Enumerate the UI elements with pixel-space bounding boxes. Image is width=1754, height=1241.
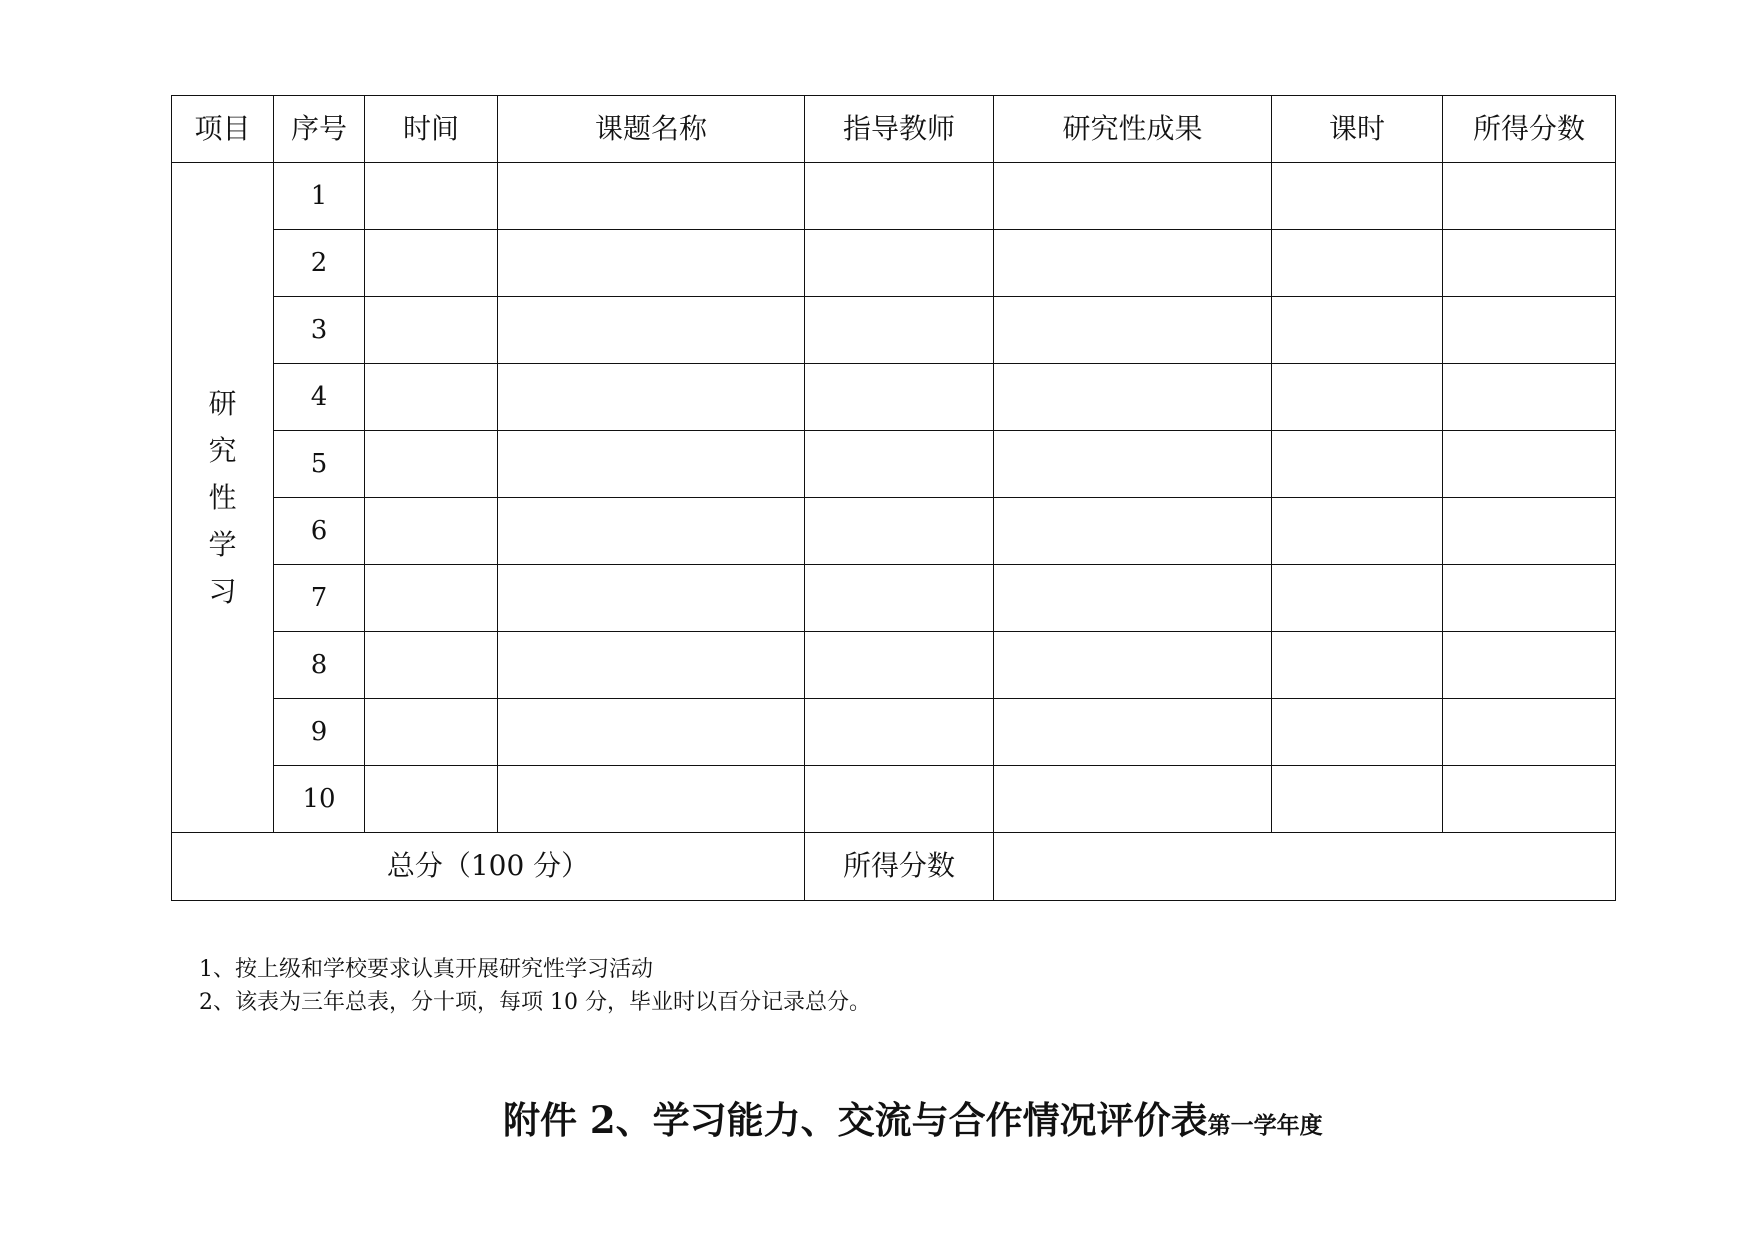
- note-item: 2、该表为三年总表，分十项，每项 10 分，毕业时以百分记录总分。: [199, 990, 871, 1015]
- cell-topic[interactable]: [498, 230, 805, 297]
- cell-time[interactable]: [365, 565, 498, 632]
- header-results: 研究性成果: [994, 96, 1272, 163]
- table-row: [172, 498, 1616, 565]
- cell-hours[interactable]: [1272, 431, 1443, 498]
- header-row: [172, 96, 1616, 163]
- row-index: 9: [274, 699, 365, 766]
- cell-results[interactable]: [994, 766, 1272, 833]
- cell-results[interactable]: [994, 498, 1272, 565]
- row-index: 10: [274, 766, 365, 833]
- annex-subtitle: 第一学年度: [1207, 1112, 1323, 1139]
- annex-title: 附件 2、学习能力、交流与合作情况评价表: [503, 1098, 1208, 1142]
- cell-hours[interactable]: [1272, 364, 1443, 431]
- cell-score[interactable]: [1443, 364, 1616, 431]
- row-index: 4: [274, 364, 365, 431]
- cell-advisor[interactable]: [805, 498, 994, 565]
- header-project: 项目: [172, 96, 274, 163]
- row-index: 6: [274, 498, 365, 565]
- cell-score[interactable]: [1443, 230, 1616, 297]
- cell-advisor[interactable]: [805, 230, 994, 297]
- cell-score[interactable]: [1443, 766, 1616, 833]
- header-advisor: 指导教师: [805, 96, 994, 163]
- cell-advisor[interactable]: [805, 163, 994, 230]
- cell-topic[interactable]: [498, 565, 805, 632]
- category-label: 研究性学习: [208, 387, 237, 608]
- cell-time[interactable]: [365, 498, 498, 565]
- row-index: 3: [274, 297, 365, 364]
- cell-advisor[interactable]: [805, 364, 994, 431]
- cell-advisor[interactable]: [805, 565, 994, 632]
- total-row: [172, 833, 1616, 901]
- cell-results[interactable]: [994, 699, 1272, 766]
- row-index: 2: [274, 230, 365, 297]
- cell-hours[interactable]: [1272, 632, 1443, 699]
- header-score: 所得分数: [1443, 96, 1616, 163]
- cell-advisor[interactable]: [805, 632, 994, 699]
- cell-time[interactable]: [365, 699, 498, 766]
- table-row: [172, 565, 1616, 632]
- cell-advisor[interactable]: [805, 766, 994, 833]
- cell-score[interactable]: [1443, 163, 1616, 230]
- cell-topic[interactable]: [498, 632, 805, 699]
- cell-score[interactable]: [1443, 565, 1616, 632]
- cell-score[interactable]: [1443, 699, 1616, 766]
- cell-time[interactable]: [365, 297, 498, 364]
- cell-time[interactable]: [365, 364, 498, 431]
- table-row: [172, 297, 1616, 364]
- cell-score[interactable]: [1443, 297, 1616, 364]
- cell-topic[interactable]: [498, 431, 805, 498]
- table-row: [172, 632, 1616, 699]
- total-score-cell[interactable]: [994, 833, 1616, 901]
- cell-hours[interactable]: [1272, 498, 1443, 565]
- row-index: 5: [274, 431, 365, 498]
- cell-hours[interactable]: [1272, 766, 1443, 833]
- category-cell: [172, 163, 274, 833]
- cell-results[interactable]: [994, 431, 1272, 498]
- table-row: [172, 431, 1616, 498]
- cell-results[interactable]: [994, 565, 1272, 632]
- cell-topic[interactable]: [498, 498, 805, 565]
- table-row: [172, 230, 1616, 297]
- cell-time[interactable]: [365, 431, 498, 498]
- cell-hours[interactable]: [1272, 163, 1443, 230]
- cell-advisor[interactable]: [805, 431, 994, 498]
- cell-score[interactable]: [1443, 498, 1616, 565]
- cell-score[interactable]: [1443, 632, 1616, 699]
- cell-topic[interactable]: [498, 297, 805, 364]
- cell-advisor[interactable]: [805, 297, 994, 364]
- note-item: 1、按上级和学校要求认真开展研究性学习活动: [199, 957, 653, 982]
- header-index: 序号: [274, 96, 365, 163]
- table-row: [172, 699, 1616, 766]
- cell-topic[interactable]: [498, 364, 805, 431]
- cell-topic[interactable]: [498, 766, 805, 833]
- cell-time[interactable]: [365, 632, 498, 699]
- cell-results[interactable]: [994, 230, 1272, 297]
- notes: [199, 953, 871, 1019]
- cell-hours[interactable]: [1272, 565, 1443, 632]
- cell-time[interactable]: [365, 230, 498, 297]
- cell-topic[interactable]: [498, 699, 805, 766]
- table-row: [172, 766, 1616, 833]
- cell-hours[interactable]: [1272, 230, 1443, 297]
- annex-heading: [503, 1090, 1323, 1144]
- row-index: 8: [274, 632, 365, 699]
- header-time: 时间: [365, 96, 498, 163]
- cell-hours[interactable]: [1272, 297, 1443, 364]
- table-row: [172, 364, 1616, 431]
- cell-time[interactable]: [365, 766, 498, 833]
- cell-hours[interactable]: [1272, 699, 1443, 766]
- cell-results[interactable]: [994, 364, 1272, 431]
- cell-results[interactable]: [994, 163, 1272, 230]
- score-label: 所得分数: [805, 833, 994, 901]
- table-row: [172, 163, 1616, 230]
- cell-topic[interactable]: [498, 163, 805, 230]
- cell-time[interactable]: [365, 163, 498, 230]
- header-topic: 课题名称: [498, 96, 805, 163]
- row-index: 1: [274, 163, 365, 230]
- row-index: 7: [274, 565, 365, 632]
- header-hours: 课时: [1272, 96, 1443, 163]
- total-label: 总分（100 分）: [172, 833, 805, 901]
- cell-results[interactable]: [994, 632, 1272, 699]
- cell-results[interactable]: [994, 297, 1272, 364]
- cell-advisor[interactable]: [805, 699, 994, 766]
- research-study-table: [171, 95, 1616, 901]
- cell-score[interactable]: [1443, 431, 1616, 498]
